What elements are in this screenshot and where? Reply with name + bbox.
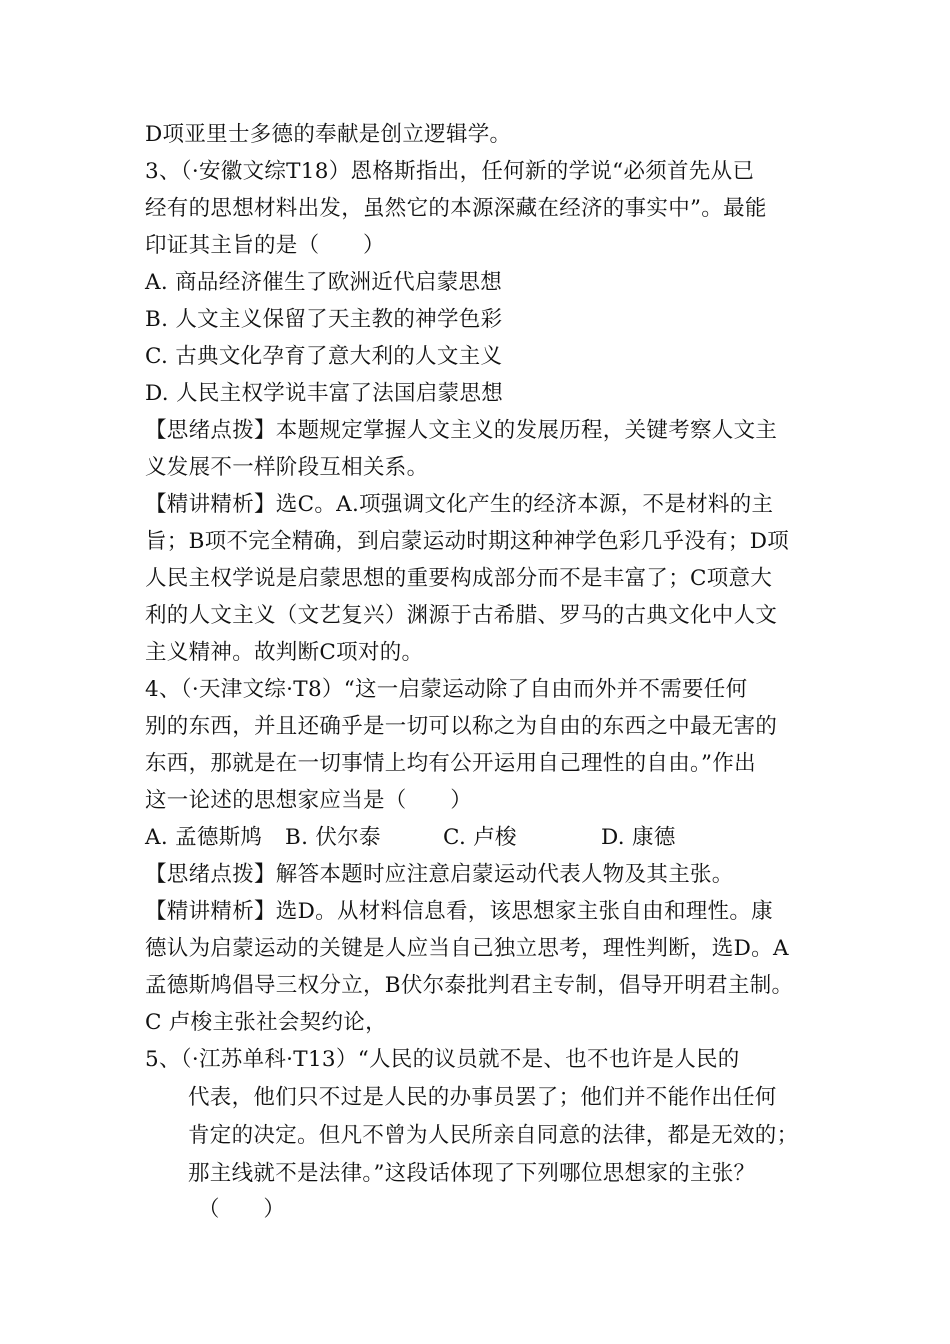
- analysis-label: 【精讲精析】选C。A.项强调文化产生的经济本源，不是材料的主: [145, 492, 774, 517]
- question-3-option-a: A. 商品经济催生了欧洲近代启蒙思想: [145, 270, 503, 295]
- text-line: C 卢梭主张社会契约论，: [145, 1010, 387, 1035]
- text-line: 利的人文主义（文艺复兴）渊源于古希腊、罗马的古典文化中人文: [145, 603, 778, 628]
- question-4-option-c: C. 卢梭: [443, 825, 517, 850]
- question-5-stem: 5、（·江苏单科·T13）“人民的议员就不是、也不也许是人民的: [145, 1047, 740, 1072]
- text-line: 德认为启蒙运动的关键是人应当自己独立思考，理性判断，选D。A: [145, 936, 789, 961]
- text-line: 主义精神。故判断C项对的。: [145, 640, 424, 665]
- text-line: 那主线就不是法律。”这段话体现了下列哪位思想家的主张？: [188, 1161, 756, 1186]
- question-4-stem: 4、（·天津文综·T8）“这一启蒙运动除了自由而外并不需要任何: [145, 677, 748, 702]
- hint-label: 【思绪点拨】本题规定掌握人文主义的发展历程，关键考察人文主: [145, 418, 778, 443]
- text-line: 东西，那就是在一切事情上均有公开运用自己理性的自由。”作出: [145, 751, 756, 776]
- hint-label: 【思绪点拨】解答本题时应注意启蒙运动代表人物及其主张。: [145, 862, 734, 887]
- text-line: 义发展不一样阶段互相关系。: [145, 455, 429, 480]
- text-line: 印证其主旨的是（ ）: [145, 233, 385, 258]
- text-line: 经有的思想材料出发，虽然它的本源深藏在经济的事实中”。最能: [145, 196, 767, 221]
- analysis-label: 【精讲精析】选D。从材料信息看，该思想家主张自由和理性。康: [145, 899, 773, 924]
- question-4-option-d: D. 康德: [601, 825, 676, 850]
- question-3-stem: 3、（·安徽文综T18）恩格斯指出，任何新的学说“必须首先从已: [145, 159, 755, 184]
- text-line: D项亚里士多德的奉献是创立逻辑学。: [145, 122, 512, 147]
- answer-blank: （ ）: [198, 1197, 286, 1222]
- question-4-options: [145, 826, 676, 850]
- text-line: 这一论述的思想家应当是（ ）: [145, 788, 473, 813]
- text-line: 人民主权学说是启蒙思想的重要构成部分而不是丰富了；C项意大: [145, 566, 773, 591]
- question-4-option-a: A. 孟德斯鸠: [145, 825, 263, 850]
- question-4-option-b: B. 伏尔泰: [285, 825, 381, 850]
- text-line: 旨；B项不完全精确，到启蒙运动时期这种神学色彩几乎没有；D项: [145, 529, 790, 554]
- question-3-option-b: B. 人文主义保留了天主教的神学色彩: [145, 307, 503, 332]
- question-3-option-c: C. 古典文化孕育了意大利的人文主义: [145, 344, 503, 369]
- text-line: 别的东西，并且还确乎是一切可以称之为自由的东西之中最无害的: [145, 714, 778, 739]
- text-line: 代表，他们只不过是人民的办事员罢了；他们并不能作出任何: [188, 1085, 777, 1110]
- text-line: 肯定的决定。但凡不曾为人民所亲自同意的法律，都是无效的；: [188, 1123, 799, 1148]
- text-line: 孟德斯鸠倡导三权分立，B伏尔泰批判君主专制，倡导开明君主制。: [145, 973, 794, 998]
- question-3-option-d: D. 人民主权学说丰富了法国启蒙思想: [145, 381, 504, 406]
